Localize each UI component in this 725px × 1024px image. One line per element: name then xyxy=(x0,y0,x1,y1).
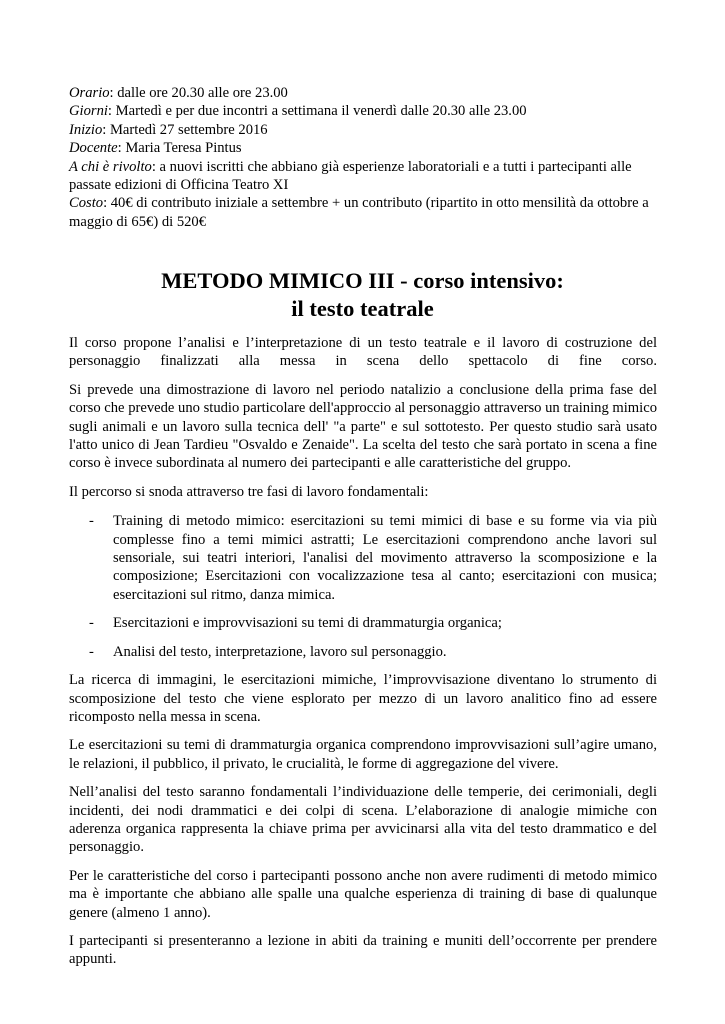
info-teacher xyxy=(69,139,659,157)
paragraph-research: La ricerca di immagini, le esercitazioni mimiche, l’improvvisazione diventano lo strumento di scomposizione del testo che viene esplorato per mezzo di un lavoro analitico fino ad essere ricomposto nella messa in scena. xyxy=(69,672,657,725)
info-value: : Martedì e per due incontri a settimana il venerdì dalle 20.30 alle 23.00 xyxy=(107,103,527,120)
course-info xyxy=(69,84,659,231)
info-label: Orario xyxy=(69,85,110,101)
paragraph-requirements: Per le caratteristiche del corso i partecipanti possono anche non avere rudimenti di metodo mimico ma è importante che abbiano alle spalle una qualche esperienza di training di base di qualunque genere (almeno 1 anno). xyxy=(69,867,657,921)
list-item-text: Training di metodo mimico: esercitazioni su temi mimici di base e su forme via via più complesse fino a temi mimici astratti; Le esercitazioni comprendono anche lavori sul sensoriale, sui teatri interiori, l'analisi del movimento attraverso la scomposizione e la composizione; Esercitazioni con vocalizzazione tesa al canto; esercitazioni con musica; esercitazioni sul ritmo, danza mimica. xyxy=(113,513,657,603)
list-item-text: Esercitazioni e improvvisazioni su temi di drammaturgia organica; xyxy=(113,615,502,632)
page-title xyxy=(0,267,725,323)
list-item xyxy=(69,512,657,604)
info-value: : dalle ore 20.30 alle ore 23.00 xyxy=(109,85,288,101)
phases-list xyxy=(69,512,657,661)
paragraph-demonstration: Si prevede una dimostrazione di lavoro nel periodo natalizio a conclusione della prima fase del corso che prevede uno studio particolare dell'approccio al personaggio attraverso un training mimico sugli animali e un lavoro sulla tecnica dell' "a parte" e sul sottotesto. Per questo studio sarà usato l'atto unico di Jean Tardieu "Osvaldo e Zenaide". La scelta del testo che sarà portato in scena a fine corso è invece subordinata al numero dei partecipanti e alle caratteristiche del gruppo. xyxy=(69,381,657,472)
info-value: : a nuovi iscritti che abbiano già esperienze laboratoriali e a tutti i partecipanti alle passate edizioni di Officina Teatro XI xyxy=(69,158,632,194)
title-line-1: METODO MIMICO III - corso intensivo: xyxy=(161,268,564,293)
list-item xyxy=(69,614,657,632)
list-item-text: Analisi del testo, interpretazione, lavoro sul personaggio. xyxy=(113,643,447,660)
paragraph-phases-intro: Il percorso si snoda attraverso tre fasi di lavoro fondamentali: xyxy=(69,483,429,500)
info-label: A chi è rivolto xyxy=(69,158,152,175)
paragraph-attire: I partecipanti si presenteranno a lezione in abiti da training e muniti dell’occorrente per prendere appunti. xyxy=(69,932,657,968)
info-label: Inizio xyxy=(69,121,103,138)
bullet-dash: - xyxy=(89,643,94,660)
info-value: : 40€ di contributo iniziale a settembre + un contributo (ripartito in otto mensilità da ottobre a maggio di 65€) di 520€ xyxy=(69,195,649,230)
info-value: : Maria Teresa Pintus xyxy=(117,140,242,157)
bullet-dash: - xyxy=(89,615,94,632)
paragraph-text-analysis: Nell’analisi del testo saranno fondamentali l’individuazione delle temperie, dei cerimoniali, degli incidenti, dei nodi drammatici e dei colpi di scena. L’elaborazione di analogie mimiche con aderenza organica rappresenta la chiave prima per avvicinarsi alla vita del testo drammatico e del personaggio. xyxy=(69,784,657,856)
title-line-2: il testo teatrale xyxy=(291,296,434,321)
bullet-dash: - xyxy=(89,513,94,530)
info-audience xyxy=(69,158,659,195)
info-cost xyxy=(69,194,659,231)
course-description xyxy=(69,334,657,979)
paragraph-dramaturgy: Le esercitazioni su temi di drammaturgia organica comprendono improvvisazioni sull’agire umano, le relazioni, il pubblico, il privato, le crucialità, le forme di aggregazione del vivere. xyxy=(69,737,657,772)
info-value: : Martedì 27 settembre 2016 xyxy=(102,121,268,138)
info-start xyxy=(69,121,659,139)
paragraph-intro: Il corso propone l’analisi e l’interpretazione di un testo teatrale e il lavoro di costruzione del personaggio finalizzati alla messa in scena dello spettacolo di fine corso. xyxy=(69,335,657,370)
info-schedule xyxy=(69,84,659,102)
info-days xyxy=(69,102,659,120)
info-label: Giorni xyxy=(69,103,108,120)
list-item xyxy=(69,643,657,661)
info-label: Docente xyxy=(69,140,118,157)
info-label: Costo xyxy=(69,195,104,212)
